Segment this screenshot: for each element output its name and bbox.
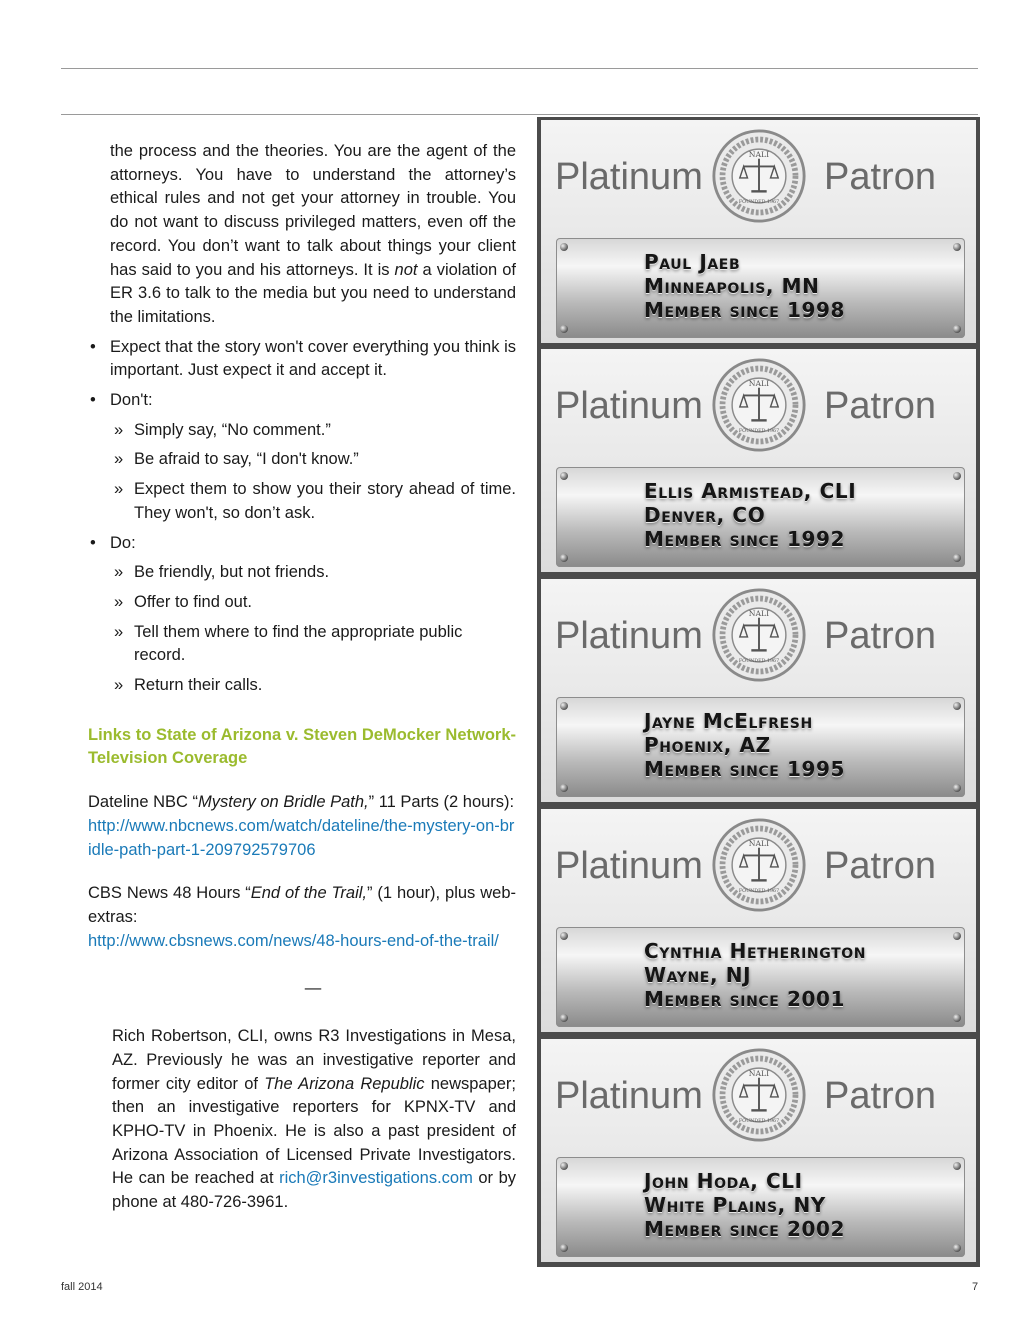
author-email-link[interactable]: rich@r3investigations.com — [279, 1169, 473, 1188]
patron-location: Denver, CO — [644, 503, 766, 527]
patron-member-since: Member since 1992 — [644, 527, 846, 551]
patron-name: Paul Jaeb — [644, 250, 741, 274]
svg-text:FOUNDED 1967: FOUNDED 1967 — [738, 428, 780, 434]
nali-seal-icon — [711, 817, 807, 913]
patron-label: Patron — [824, 385, 936, 427]
screw-icon — [560, 1244, 568, 1252]
page-number: 7 — [972, 1281, 979, 1293]
patron-member-since: Member since 1995 — [644, 757, 846, 781]
nameplate — [556, 927, 965, 1027]
article-column — [88, 140, 516, 1215]
dont-item: » Expect them to show you their story ahead of time. They won't, so don’t ask. — [110, 478, 516, 525]
svg-text:FOUNDED 1967: FOUNDED 1967 — [738, 1118, 780, 1124]
patron-location: White Plains, NY — [644, 1193, 826, 1217]
svg-text:NALI: NALI — [748, 149, 770, 159]
platinum-label: Platinum — [555, 615, 703, 657]
nameplate — [556, 697, 965, 797]
patron-location: Minneapolis, MN — [644, 274, 820, 298]
links-heading: Links to State of Arizona v. Steven DeMocker Network-Television Coverage — [88, 725, 516, 768]
tip-expect: • Expect that the story won't cover everything you think is important. Just expect it and accept it. — [88, 336, 516, 383]
svg-text:NALI: NALI — [748, 608, 770, 618]
patron-location: Wayne, NJ — [644, 963, 752, 987]
screw-icon — [953, 932, 961, 940]
nali-seal-icon — [711, 587, 807, 683]
tip-dont: • Don't: » Simply say, “No comment.” » Be afraid to say, “I don't know.” » Expect them to show you their story ahead of time. They won't, so don’t ask. — [88, 389, 516, 526]
svg-text:FOUNDED 1967: FOUNDED 1967 — [738, 888, 780, 894]
patron-name: John Hoda, CLI — [644, 1169, 803, 1193]
svg-text:NALI: NALI — [748, 838, 770, 848]
patron-label: Patron — [824, 845, 936, 887]
screw-icon — [953, 1162, 961, 1170]
do-item: » Offer to find out. — [110, 591, 516, 615]
dont-item: » Be afraid to say, “I don't know.” — [110, 448, 516, 472]
nali-seal-icon — [711, 128, 807, 224]
intro-paragraph: the process and the theories. You are the agent of the attorneys. You have to understand the attorney’s ethical rules and not get your attorney in trouble. You do not want to discuss privileged matters, even off the record. You don’t want to talk about things your client has said to you and his attorneys. It is not a violation of ER 3.6 to talk to the media but you need to understand the limitations. — [110, 142, 517, 326]
screw-icon — [560, 243, 568, 251]
screw-icon — [560, 702, 568, 710]
patron-name: Ellis Armistead, CLI — [644, 479, 857, 503]
screw-icon — [560, 1014, 568, 1022]
patron-card — [541, 579, 976, 802]
svg-text:FOUNDED 1967: FOUNDED 1967 — [738, 658, 780, 664]
nameplate — [556, 238, 965, 338]
do-item: » Be friendly, but not friends. — [110, 561, 516, 585]
nameplate — [556, 1157, 965, 1257]
cbs-paragraph: CBS News 48 Hours “End of the Trail,” (1 hour), plus web-extras: http://www.cbsnews.com/news/48-hours-end-of-the-trail/ — [88, 884, 516, 950]
platinum-label: Platinum — [555, 156, 703, 198]
screw-icon — [953, 554, 961, 562]
header-rule — [61, 114, 978, 115]
patron-card — [541, 120, 976, 343]
patron-card — [541, 349, 976, 572]
screw-icon — [953, 325, 961, 333]
screw-icon — [560, 784, 568, 792]
svg-text:FOUNDED 1967: FOUNDED 1967 — [738, 199, 780, 205]
screw-icon — [953, 472, 961, 480]
screw-icon — [560, 325, 568, 333]
patron-location: Phoenix, AZ — [644, 733, 771, 757]
svg-text:NALI: NALI — [748, 378, 770, 388]
platinum-label: Platinum — [555, 385, 703, 427]
patron-label: Patron — [824, 1075, 936, 1117]
tips-list — [88, 336, 516, 698]
top-rule — [61, 68, 978, 69]
dateline-paragraph: Dateline NBC “Mystery on Bridle Path,” 11 Parts (2 hours): http://www.nbcnews.com/watch/dateline/the-mystery-on-bridle-path-part-1-209792579706 — [88, 793, 515, 859]
dateline-link[interactable]: http://www.nbcnews.com/watch/dateline/the-mystery-on-bridle-path-part-1-209792579706 — [88, 816, 515, 859]
nali-seal-icon — [711, 357, 807, 453]
screw-icon — [560, 554, 568, 562]
platinum-label: Platinum — [555, 845, 703, 887]
screw-icon — [953, 784, 961, 792]
author-bio: Rich Robertson, CLI, owns R3 Investigations in Mesa, AZ. Previously he was an investigative reporter and former city editor of The Arizona Republic newspaper; then an investigative reporters for KPNX-TV and KPHO-TV in Phoenix. He is also a past president of Arizona Association of Licensed Private Investigators. He can be reached at rich@r3investigations.com or by phone at 480-726-3961. — [112, 1027, 517, 1212]
do-item: » Tell them where to find the appropriate public record. — [110, 621, 516, 668]
section-divider: — — [304, 979, 322, 998]
patron-name: Cynthia Hetherington — [644, 939, 867, 963]
do-item: » Return their calls. — [110, 674, 516, 698]
svg-text:NALI: NALI — [748, 1068, 770, 1078]
screw-icon — [560, 1162, 568, 1170]
nali-seal-icon — [711, 1047, 807, 1143]
do-list — [110, 561, 516, 698]
nameplate — [556, 467, 965, 567]
patron-label: Patron — [824, 156, 936, 198]
screw-icon — [953, 243, 961, 251]
footer-issue: fall 2014 — [61, 1281, 103, 1293]
dont-list — [110, 419, 516, 526]
screw-icon — [953, 1014, 961, 1022]
screw-icon — [560, 932, 568, 940]
patron-card — [541, 1039, 976, 1262]
cbs-link[interactable]: http://www.cbsnews.com/news/48-hours-end-of-the-trail/ — [88, 931, 499, 950]
screw-icon — [953, 1244, 961, 1252]
patron-member-since: Member since 2001 — [644, 987, 846, 1011]
patron-label: Patron — [824, 615, 936, 657]
patron-member-since: Member since 2002 — [644, 1217, 846, 1241]
screw-icon — [953, 702, 961, 710]
dont-item: » Simply say, “No comment.” — [110, 419, 516, 443]
patron-member-since: Member since 1998 — [644, 298, 846, 322]
patron-name: Jayne McElfresh — [644, 709, 813, 733]
patron-card — [541, 809, 976, 1032]
screw-icon — [560, 472, 568, 480]
tip-do: • Do: » Be friendly, but not friends. » Offer to find out. » Tell them where to find the appropriate public record. » Return their calls. — [88, 532, 516, 698]
platinum-label: Platinum — [555, 1075, 703, 1117]
